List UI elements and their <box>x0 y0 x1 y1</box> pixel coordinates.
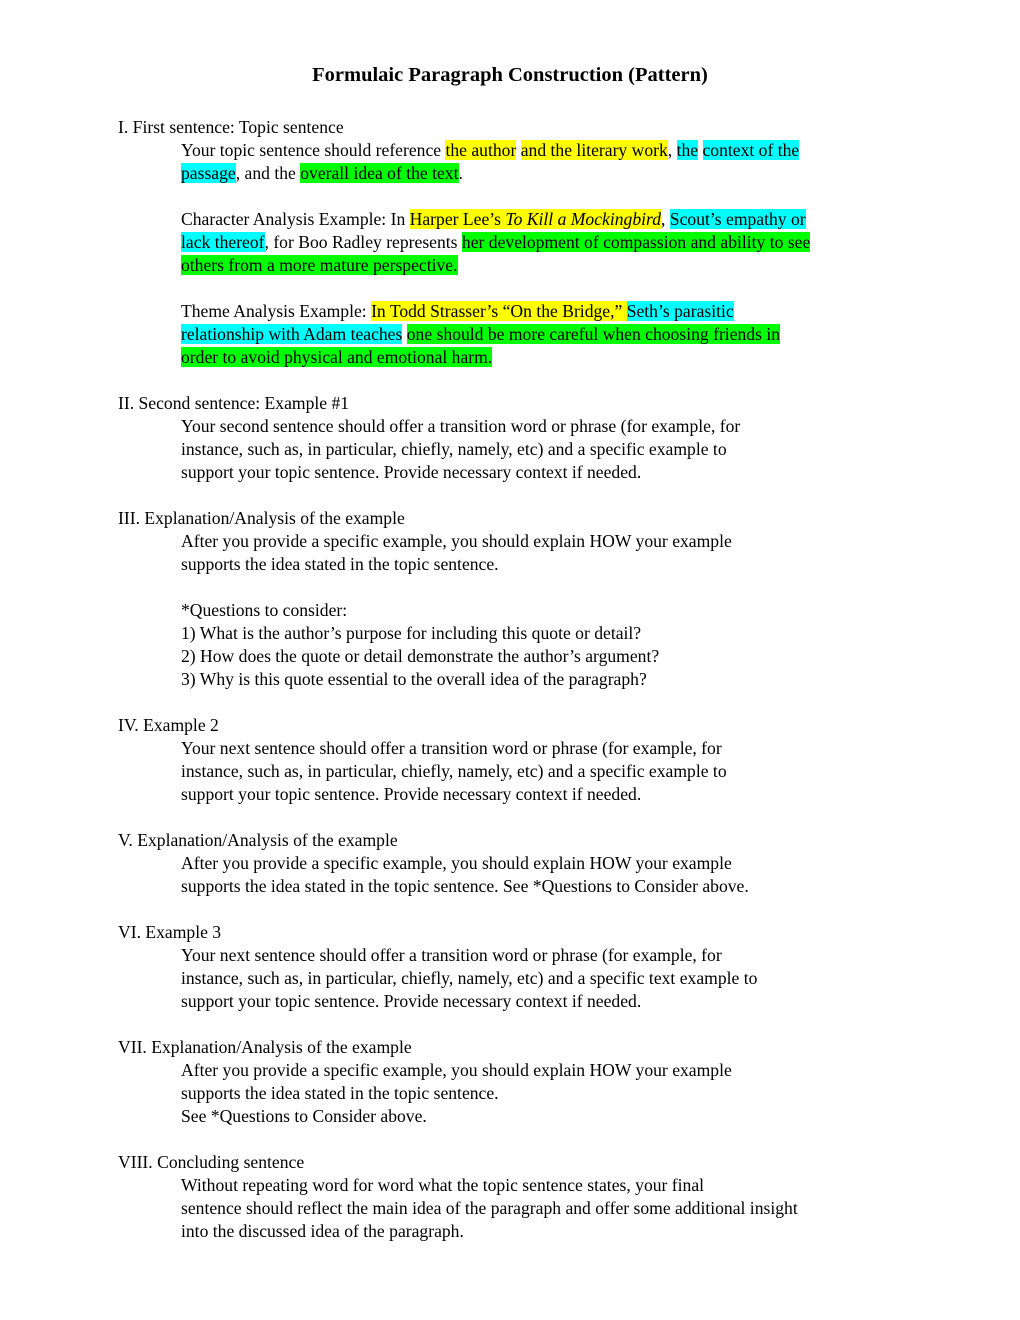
body-line: support your topic sentence. Provide necessary context if needed. <box>181 991 642 1011</box>
question-item: 3) Why is this quote essential to the overall idea of the paragraph? <box>181 669 647 689</box>
section-explanation-3 <box>118 1036 908 1128</box>
section-body <box>181 530 901 691</box>
body-line: After you provide a specific example, you should explain HOW your example <box>181 531 732 551</box>
section-body <box>181 852 901 898</box>
body-line: support your topic sentence. Provide necessary context if needed. <box>181 784 642 804</box>
highlight-context: context of the <box>702 140 800 160</box>
text: , for Boo Radley represents <box>264 232 462 252</box>
text: . <box>458 163 463 183</box>
body-line: instance, such as, in particular, chiefly, namely, etc) and a specific text example to <box>181 968 758 988</box>
document-title: Formulaic Paragraph Construction (Pattern) <box>312 64 708 86</box>
section-topic-sentence <box>118 116 908 369</box>
section-body <box>181 415 901 484</box>
section-heading: I. First sentence: Topic sentence <box>118 117 344 137</box>
section-explanation-1 <box>118 507 908 691</box>
highlight-overall-idea: her development of compassion and ability to see <box>461 232 811 252</box>
text: Theme Analysis Example: <box>181 301 372 321</box>
text: , <box>661 209 670 229</box>
character-example-line-1 <box>181 208 901 231</box>
body-line: into the discussed idea of the paragraph. <box>181 1221 464 1241</box>
body-line: Your next sentence should offer a transition word or phrase (for example, for <box>181 738 722 758</box>
body-line: support your topic sentence. Provide necessary context if needed. <box>181 462 642 482</box>
body-line: instance, such as, in particular, chiefly, namely, etc) and a specific example to <box>181 761 727 781</box>
text: Harper Lee’s <box>409 209 506 229</box>
highlight-context: Seth’s parasitic <box>626 301 734 321</box>
highlight-overall-idea: others from a more mature perspective. <box>181 255 458 275</box>
highlight-context: lack thereof <box>181 232 265 252</box>
intro-line-2 <box>181 162 901 185</box>
question-item: 1) What is the author’s purpose for including this quote or detail? <box>181 623 642 643</box>
text: , <box>667 140 677 160</box>
body-line: supports the idea stated in the topic sentence. <box>181 554 499 574</box>
body-line: Your second sentence should offer a transition word or phrase (for example, for <box>181 416 741 436</box>
text <box>698 140 702 160</box>
highlight-author-work: In Todd Strasser’s “On the Bridge,” <box>371 301 627 321</box>
body-line: After you provide a specific example, you should explain HOW your example <box>181 1060 732 1080</box>
body-line: instance, such as, in particular, chiefly, namely, etc) and a specific example to <box>181 439 727 459</box>
theme-example-line-3 <box>181 346 901 369</box>
section-body <box>181 139 901 369</box>
section-example-2 <box>118 714 908 806</box>
body-line: Your next sentence should offer a transition word or phrase (for example, for <box>181 945 722 965</box>
text: Your topic sentence should reference <box>181 140 446 160</box>
highlight-overall-idea: overall idea of the text <box>300 163 459 183</box>
section-body <box>181 944 901 1013</box>
body-line: sentence should reflect the main idea of the paragraph and offer some additional insight <box>181 1198 798 1218</box>
section-body <box>181 737 901 806</box>
body-line: supports the idea stated in the topic sentence. See *Questions to Consider above. <box>181 876 749 896</box>
highlight-context: Scout’s empathy or <box>669 209 806 229</box>
highlight-author: the author <box>445 140 517 160</box>
spacer <box>181 576 901 599</box>
section-concluding-sentence <box>118 1151 908 1243</box>
highlight-context: relationship with Adam teaches <box>181 324 403 344</box>
body-line: After you provide a specific example, you should explain HOW your example <box>181 853 732 873</box>
intro-line-1 <box>181 139 901 162</box>
book-title: To Kill a Mockingbird <box>505 209 661 229</box>
question-item: 2) How does the quote or detail demonstrate the author’s argument? <box>181 646 660 666</box>
spacer <box>181 185 901 208</box>
section-heading: VI. Example 3 <box>118 922 222 942</box>
body-line: Without repeating word for word what the topic sentence states, your final <box>181 1175 705 1195</box>
section-heading: III. Explanation/Analysis of the example <box>118 508 405 528</box>
text: , and the <box>235 163 301 183</box>
highlight-overall-idea: one should be more careful when choosing friends in <box>406 324 781 344</box>
highlight-author-work <box>410 209 661 229</box>
spacer <box>181 277 901 300</box>
section-heading: VII. Explanation/Analysis of the example <box>118 1037 412 1057</box>
section-heading: V. Explanation/Analysis of the example <box>118 830 398 850</box>
highlight-passage: passage <box>181 163 236 183</box>
body-line: supports the idea stated in the topic sentence. <box>181 1083 499 1103</box>
section-example-1 <box>118 392 908 484</box>
highlight-the: the <box>676 140 699 160</box>
section-heading: VIII. Concluding sentence <box>118 1152 305 1172</box>
section-example-3 <box>118 921 908 1013</box>
character-example-line-2 <box>181 231 901 254</box>
character-example-line-3 <box>181 254 901 277</box>
section-heading: IV. Example 2 <box>118 715 219 735</box>
section-body <box>181 1174 901 1243</box>
section-explanation-2 <box>118 829 908 898</box>
questions-heading: *Questions to consider: <box>181 600 348 620</box>
section-body <box>181 1059 901 1128</box>
highlight-literary-work: and the literary work <box>520 140 668 160</box>
theme-example-line-1 <box>181 300 901 323</box>
theme-example-line-2 <box>181 323 901 346</box>
body-line: See *Questions to Consider above. <box>181 1106 427 1126</box>
text: Character Analysis Example: In <box>181 209 410 229</box>
section-heading: II. Second sentence: Example #1 <box>118 393 350 413</box>
highlight-overall-idea: order to avoid physical and emotional harm. <box>181 347 493 367</box>
